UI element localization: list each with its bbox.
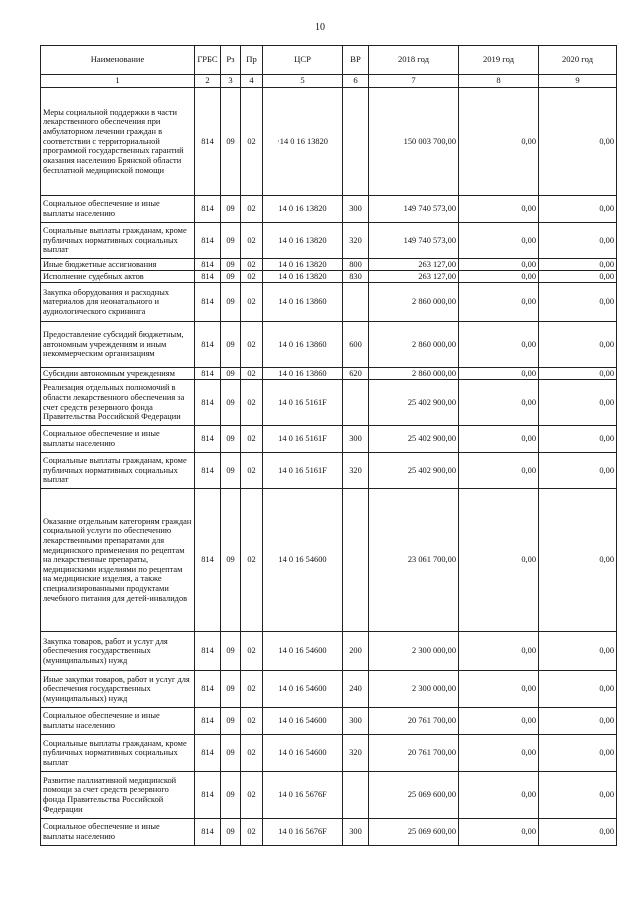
row-name: Развитие паллиативной медицинской помощи за счет средств резервного фонда Правительства Российской Федерации [41,772,195,819]
amount-2020: 0,00 [539,735,617,772]
expense-type-code [343,489,369,632]
row-name: Социальные выплаты гражданам, кроме публичных нормативных социальных выплат [41,453,195,489]
expense-type-code [343,283,369,322]
table-row [41,671,617,708]
section-code: 09 [221,223,241,259]
amount-2020: 0,00 [539,772,617,819]
column-header: ЦСР [263,46,343,75]
target-article-code: 14 0 16 5676F [263,819,343,846]
amount-2019: 0,00 [459,283,539,322]
amount-2020: 0,00 [539,322,617,368]
expense-type-code: 200 [343,632,369,671]
section-code: 09 [221,88,241,196]
subsection-code: 02 [241,489,263,632]
grbs-code: 814 [195,772,221,819]
subsection-code: 02 [241,223,263,259]
row-name: Оказание отдельным категориям граждан социальной услуги по обеспечению лекарственными препаратами для медицинского применения по рецептам на лекарственные препараты, медицинскими изделиями по рецептам на медицинские изделия, а также специализированными продуктами лечебного питания для детей-инвалидов [41,489,195,632]
target-article-code: 14 0 16 54600 [263,671,343,708]
subsection-code: 02 [241,283,263,322]
target-article-code: 14 0 16 13860 [263,322,343,368]
amount-2019: 0,00 [459,671,539,708]
expense-type-code: 300 [343,426,369,453]
target-article-code: 14 0 16 54600 [263,708,343,735]
table-row [41,223,617,259]
amount-2018: 263 127,00 [369,259,459,271]
grbs-code: 814 [195,735,221,772]
column-header: 2019 год [459,46,539,75]
amount-2020: 0,00 [539,632,617,671]
subsection-code: 02 [241,453,263,489]
expense-type-code [343,88,369,196]
table-row [41,426,617,453]
amount-2019: 0,00 [459,772,539,819]
subsection-code: 02 [241,632,263,671]
column-header: ВР [343,46,369,75]
amount-2018: 2 860 000,00 [369,368,459,380]
subsection-code: 02 [241,259,263,271]
amount-2019: 0,00 [459,819,539,846]
target-article-code: 14 0 16 54600 [263,489,343,632]
row-name: Закупка товаров, работ и услуг для обеспечения государственных (муниципальных) нужд [41,632,195,671]
row-name: Социальное обеспечение и иные выплаты населению [41,426,195,453]
column-number: 4 [241,75,263,88]
table-row [41,819,617,846]
amount-2018: 25 402 900,00 [369,453,459,489]
row-name: Субсидии автономным учреждениям [41,368,195,380]
row-name: Социальное обеспечение и иные выплаты населению [41,196,195,223]
table-row [41,283,617,322]
table-row [41,380,617,426]
section-code: 09 [221,368,241,380]
table-row [41,271,617,283]
header-row [41,46,617,75]
section-code: 09 [221,632,241,671]
subsection-code: 02 [241,671,263,708]
section-code: 09 [221,259,241,271]
amount-2018: 2 300 000,00 [369,671,459,708]
column-header: Рз [221,46,241,75]
target-article-code: 14 0 16 54600 [263,735,343,772]
target-article-code: 14 0 16 13820 [263,271,343,283]
amount-2019: 0,00 [459,708,539,735]
row-name: Иные бюджетные ассигнования [41,259,195,271]
table-row [41,632,617,671]
table-row [41,708,617,735]
amount-2019: 0,00 [459,426,539,453]
amount-2020: 0,00 [539,426,617,453]
subsection-code: 02 [241,819,263,846]
column-header: Наименование [41,46,195,75]
column-number: 8 [459,75,539,88]
amount-2019: 0,00 [459,735,539,772]
subsection-code: 02 [241,380,263,426]
amount-2018: 25 069 600,00 [369,772,459,819]
amount-2019: 0,00 [459,380,539,426]
amount-2020: 0,00 [539,283,617,322]
amount-2018: 20 761 700,00 [369,735,459,772]
amount-2018: 2 860 000,00 [369,322,459,368]
grbs-code: 814 [195,88,221,196]
expense-type-code: 320 [343,453,369,489]
column-number: 9 [539,75,617,88]
section-code: 09 [221,708,241,735]
amount-2020: 0,00 [539,819,617,846]
expense-type-code: 320 [343,223,369,259]
section-code: 09 [221,772,241,819]
grbs-code: 814 [195,708,221,735]
table-row [41,489,617,632]
table-row [41,196,617,223]
row-name: Социальное обеспечение и иные выплаты населению [41,819,195,846]
section-code: 09 [221,380,241,426]
column-number: 7 [369,75,459,88]
grbs-code: 814 [195,368,221,380]
section-code: 09 [221,322,241,368]
table-body [41,88,617,846]
expense-type-code: 300 [343,708,369,735]
target-article-code: 14 0 16 5676F [263,772,343,819]
target-article-code: 14 0 16 13820 [263,259,343,271]
column-number: 6 [343,75,369,88]
amount-2018: 150 003 700,00 [369,88,459,196]
amount-2018: 2 300 000,00 [369,632,459,671]
amount-2019: 0,00 [459,489,539,632]
section-code: 09 [221,196,241,223]
grbs-code: 814 [195,671,221,708]
amount-2019: 0,00 [459,223,539,259]
section-code: 09 [221,671,241,708]
column-number: 1 [41,75,195,88]
page-number: 10 [315,22,325,33]
amount-2019: 0,00 [459,453,539,489]
row-name: Меры социальной поддержки в части лекарственного обеспечения при амбулаторном лечении граждан в соответствии с территориальной программой государственных гарантий оказания населению Брянской области бесплатной медицинской помощи [41,88,195,196]
section-code: 09 [221,453,241,489]
grbs-code: 814 [195,271,221,283]
amount-2020: 0,00 [539,271,617,283]
target-article-code: ·14 0 16 13820 [263,88,343,196]
section-code: 09 [221,271,241,283]
grbs-code: 814 [195,819,221,846]
expense-type-code: 830 [343,271,369,283]
subsection-code: 02 [241,368,263,380]
amount-2020: 0,00 [539,671,617,708]
subsection-code: 02 [241,322,263,368]
amount-2019: 0,00 [459,259,539,271]
column-number-row [41,75,617,88]
target-article-code: 14 0 16 5161F [263,453,343,489]
row-name: Социальные выплаты гражданам, кроме публичных нормативных социальных выплат [41,223,195,259]
amount-2019: 0,00 [459,196,539,223]
table-row [41,259,617,271]
column-header: ГРБС [195,46,221,75]
amount-2019: 0,00 [459,322,539,368]
amount-2019: 0,00 [459,88,539,196]
expense-type-code: 600 [343,322,369,368]
target-article-code: 14 0 16 13860 [263,283,343,322]
expense-type-code: 620 [343,368,369,380]
amount-2018: 25 069 600,00 [369,819,459,846]
amount-2018: 263 127,00 [369,271,459,283]
column-header: 2020 год [539,46,617,75]
grbs-code: 814 [195,380,221,426]
row-name: Иные закупки товаров, работ и услуг для обеспечения государственных (муниципальных) нужд [41,671,195,708]
amount-2020: 0,00 [539,259,617,271]
target-article-code: 14 0 16 5161F [263,380,343,426]
subsection-code: 02 [241,196,263,223]
expense-type-code: 300 [343,819,369,846]
grbs-code: 814 [195,223,221,259]
amount-2020: 0,00 [539,223,617,259]
subsection-code: 02 [241,271,263,283]
table-row [41,772,617,819]
amount-2020: 0,00 [539,489,617,632]
amount-2018: 149 740 573,00 [369,223,459,259]
row-name: Социальные выплаты гражданам, кроме публичных нормативных социальных выплат [41,735,195,772]
table-row [41,88,617,196]
subsection-code: 02 [241,708,263,735]
expense-type-code [343,380,369,426]
table-row [41,322,617,368]
grbs-code: 814 [195,196,221,223]
column-number: 5 [263,75,343,88]
expense-type-code [343,772,369,819]
amount-2018: 23 061 700,00 [369,489,459,632]
row-name: Предоставление субсидий бюджетным, автономным учреждениям и иным некоммерческим организациям [41,322,195,368]
amount-2020: 0,00 [539,708,617,735]
grbs-code: 814 [195,259,221,271]
subsection-code: 02 [241,772,263,819]
amount-2019: 0,00 [459,368,539,380]
amount-2020: 0,00 [539,453,617,489]
budget-table [40,45,617,846]
target-article-code: 14 0 16 13820 [263,196,343,223]
target-article-code: 14 0 16 13860 [263,368,343,380]
amount-2019: 0,00 [459,632,539,671]
expense-type-code: 240 [343,671,369,708]
amount-2018: 25 402 900,00 [369,380,459,426]
amount-2018: 149 740 573,00 [369,196,459,223]
amount-2018: 25 402 900,00 [369,426,459,453]
subsection-code: 02 [241,426,263,453]
table-row [41,735,617,772]
grbs-code: 814 [195,489,221,632]
amount-2018: 20 761 700,00 [369,708,459,735]
grbs-code: 814 [195,632,221,671]
table-row [41,453,617,489]
target-article-code: 14 0 16 5161F [263,426,343,453]
section-code: 09 [221,283,241,322]
target-article-code: 14 0 16 13820 [263,223,343,259]
amount-2019: 0,00 [459,271,539,283]
column-header: 2018 год [369,46,459,75]
row-name: Исполнение судебных актов [41,271,195,283]
subsection-code: 02 [241,88,263,196]
expense-type-code: 800 [343,259,369,271]
grbs-code: 814 [195,453,221,489]
row-name: Закупка оборудования и расходных материалов для неонатального и аудиологического скрининга [41,283,195,322]
column-number: 3 [221,75,241,88]
amount-2020: 0,00 [539,380,617,426]
table-row [41,368,617,380]
grbs-code: 814 [195,322,221,368]
target-article-code: 14 0 16 54600 [263,632,343,671]
column-header: Пр [241,46,263,75]
amount-2020: 0,00 [539,196,617,223]
expense-type-code: 320 [343,735,369,772]
row-name: Социальное обеспечение и иные выплаты населению [41,708,195,735]
amount-2018: 2 860 000,00 [369,283,459,322]
section-code: 09 [221,819,241,846]
column-number: 2 [195,75,221,88]
row-name: Реализация отдельных полномочий в области лекарственного обеспечения за счет средств резервного фонда Правительства Российской Федерации [41,380,195,426]
grbs-code: 814 [195,426,221,453]
section-code: 09 [221,426,241,453]
expense-type-code: 300 [343,196,369,223]
section-code: 09 [221,735,241,772]
section-code: 09 [221,489,241,632]
subsection-code: 02 [241,735,263,772]
amount-2020: 0,00 [539,88,617,196]
grbs-code: 814 [195,283,221,322]
amount-2020: 0,00 [539,368,617,380]
